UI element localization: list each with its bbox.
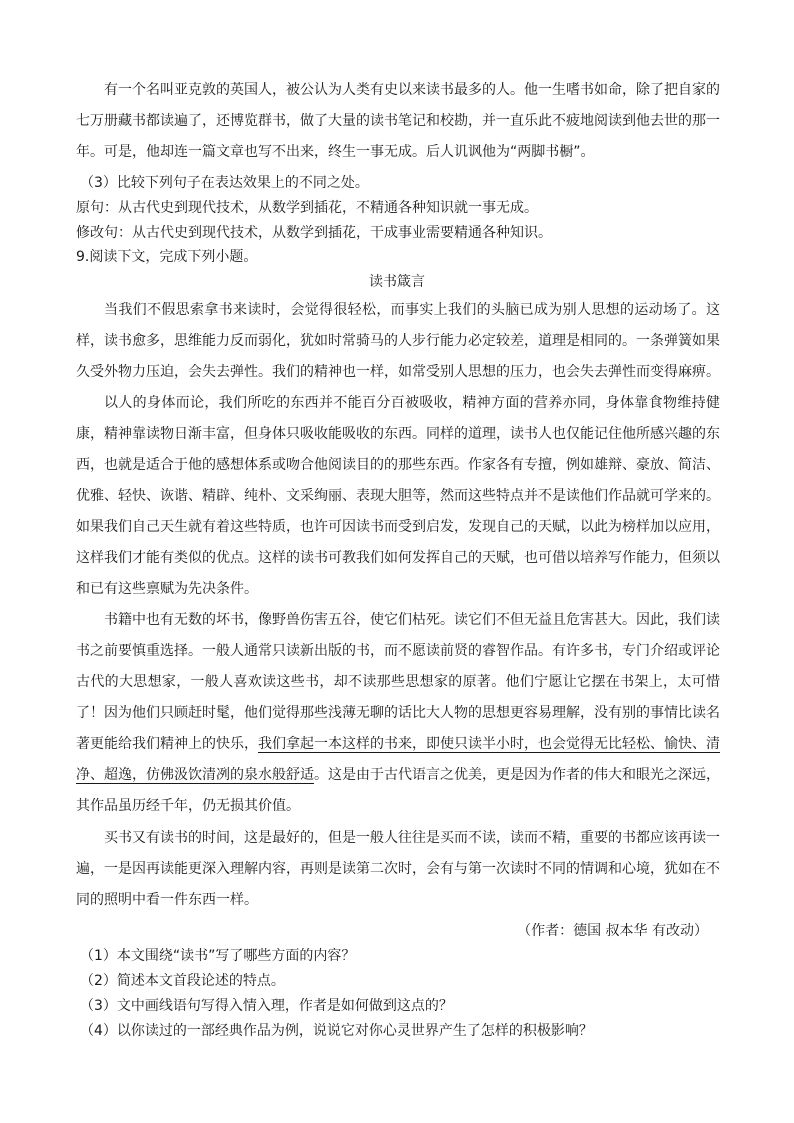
original-sentence: 原句：从古代史到现代技术，从数学到插花，不精通各种知识就一事无成。 bbox=[76, 200, 538, 216]
intro-paragraph: 有一个名叫亚克敦的英国人，被公认为人类有史以来读书最多的人。他一生嗜书如命，除了把自家的七万册藏书都读遍了，还博览群书，做了大量的读书笔记和校勘，并一直乐此不疲地阅读到他去世的那一年。可是，他却连一篇文章也写不出来，终生一事无成。后人讥讽他为“两脚书橱”。 bbox=[76, 82, 720, 160]
paragraph-3-text-after: 。这是由于古代语言之优美，更是因为作者的伟大和眼光之深远，其作品虽历经千年，仍无损其价值。 bbox=[76, 767, 720, 814]
question-item: （4）以你读过的一部经典作品为例，说说它对你心灵世界产生了怎样的积极影响？ bbox=[80, 1023, 593, 1039]
revised-sentence: 修改句：从古代史到现代技术，从数学到插花，干成事业需要精通各种知识。 bbox=[76, 225, 552, 241]
underlined-sentence: 我们拿起一本这样的书来，即使只读半小时，也会觉得无比轻松、愉快、清净、超逸，仿佛汲饮清冽的泉水般舒适 bbox=[76, 736, 720, 783]
article-paragraph-1: 当我们不假思索拿书来读时，会觉得很轻松，而事实上我们的头脑已成为别人思想的运动场了。这样，读书愈多，思维能力反而弱化，犹如时常骑马的人步行能力必定较差，道理是相同的。一条弹簧如果久受外物力压迫，会失去弹性。我们的精神也一样，如常受别人思想的压力，也会失去弹性而变得麻痹。 bbox=[76, 302, 720, 380]
question-item: （2）简述本文首段论述的特点。 bbox=[80, 973, 285, 989]
article-paragraph-4: 买书又有读书的时间，这是最好的，但是一般人往往是买而不读，读而不精，重要的书都应该再读一遍，一是因再读能更深入理解内容，再则是读第二次时，会有与第一次读时不同的情调和心境，犹如在不同的照明中看一件东西一样。 bbox=[76, 830, 720, 908]
article-title: 读书箴言 bbox=[369, 274, 425, 290]
article-paragraph-2: 以人的身体而论，我们所吃的东西并不能百分百被吸收，精神方面的营养亦同，身体靠食物维持健康，精神靠读物日渐丰富，但身体只吸收能吸收的东西。同样的道理，读书人也仅能记住他所感兴趣的东西，也就是适合于他的感想体系或吻合他阅读目的的那些东西。作家各有专擅，例如雄辩、豪放、简洁、优雅、轻快、诙谐、精辟、纯朴、文采绚丽、表现大胆等，然而这些特点并不是读他们作品就可学来的。如果我们自己天生就有着这些特质，也许可因读书而受到启发，发现自己的天赋，以此为榜样加以应用，这样我们才能有类似的优点。这样的读书可教我们如何发挥自己的天赋，也可借以培养写作能力，但须以和已有这些禀赋为先决条件。 bbox=[76, 395, 720, 597]
article-paragraph-3 bbox=[76, 605, 720, 822]
question-item: （3）文中画线语句写得入情入理，作者是如何做到这点的？ bbox=[80, 998, 453, 1014]
paragraph-3-text-before: 书籍中也有无数的坏书，像野兽伤害五谷，使它们枯死。读它们不但无益且危害甚大。因此，我们读书之前要慎重选择。一般人通常只读新出版的书，而不愿读前贤的睿智作品。有许多书，专门介绍或评论古代的大思想家，一般人喜欢读这些书，却不读那些思想家的原著。他们宁愿让它摆在书架上，太可惜了！因为他们只顾赶时髦，他们觉得那些浅薄无聊的话比大人物的思想更容易理解，没有别的事情比读名著更能给我们精神上的快乐， bbox=[76, 612, 720, 752]
article-author: （作者：德国 叔本华 有改动） bbox=[517, 923, 708, 939]
question-9-heading: 9.阅读下文，完成下列小题。 bbox=[76, 249, 258, 265]
question-item: （1）本文围绕“读书”写了哪些方面的内容？ bbox=[80, 948, 356, 964]
question-8-3-prompt: （3）比较下列句子在表达效果上的不同之处。 bbox=[80, 175, 369, 191]
